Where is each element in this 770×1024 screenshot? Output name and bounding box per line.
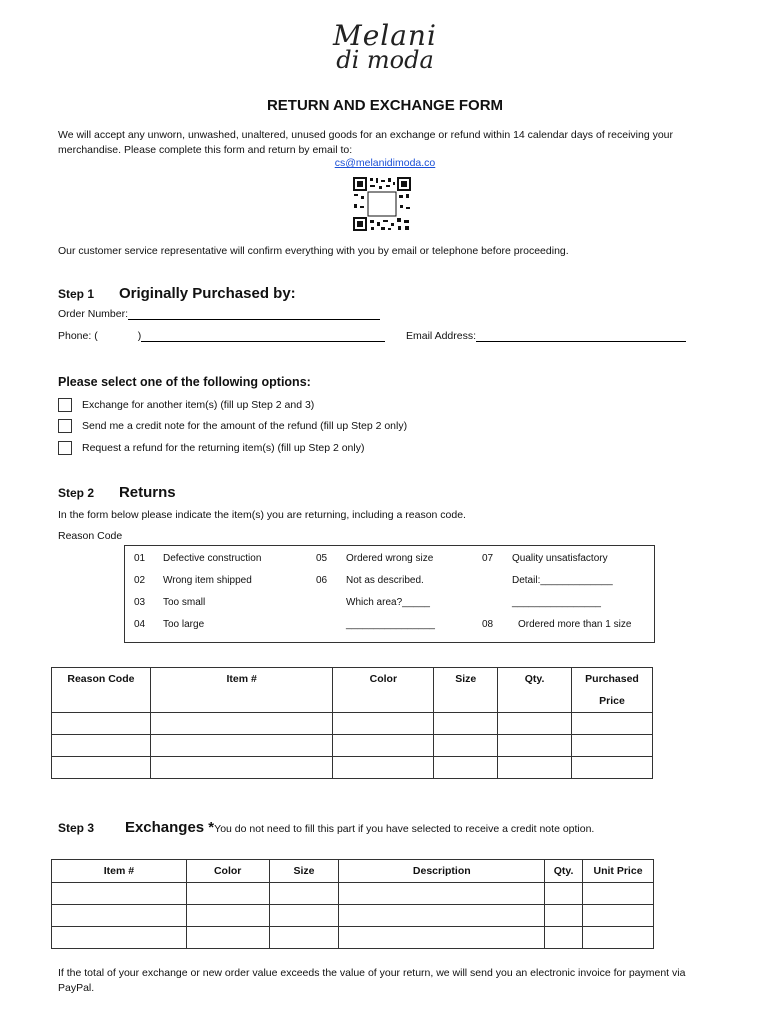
reason-code-desc: Defective construction xyxy=(163,553,262,564)
logo-line-1: Melani xyxy=(333,19,437,52)
exchanges-table xyxy=(51,859,654,949)
col-color: Color xyxy=(333,668,434,713)
email-link-text[interactable]: cs@melanidimoda.co xyxy=(334,157,436,169)
step1-header xyxy=(58,285,296,302)
step3-header xyxy=(58,819,594,836)
col-qty: Qty. xyxy=(498,668,572,713)
reason-code-desc: Which area?_____ xyxy=(346,597,430,608)
email-row xyxy=(406,330,686,342)
intro-text: We will accept any unworn, unwashed, unaltered, unused goods for an exchange or refund within 14 calendar days of receiving your merchandise. Please complete this form and return by email to: xyxy=(58,129,674,156)
table-row[interactable] xyxy=(52,757,653,779)
reason-code-number: 07 xyxy=(482,553,494,564)
col-item-number: Item # xyxy=(52,860,187,883)
col-price-label: Price xyxy=(599,695,625,707)
page-title: RETURN AND EXCHANGE FORM xyxy=(266,97,504,114)
reason-code-number: 02 xyxy=(134,575,146,586)
col-qty: Qty. xyxy=(545,860,583,883)
step3-heading: Exchanges * xyxy=(124,819,215,836)
step2-label: Step 2 xyxy=(58,486,95,500)
table-row[interactable] xyxy=(52,927,654,949)
returns-table xyxy=(51,667,653,779)
phone-field[interactable] xyxy=(141,330,385,342)
col-purchased-label: Purchased xyxy=(585,673,639,685)
logo-line-2: di moda xyxy=(336,46,434,74)
options-heading: Please select one of the following options: xyxy=(58,375,311,389)
reason-code-desc: Wrong item shipped xyxy=(163,575,252,586)
col-unit-price: Unit Price xyxy=(583,860,654,883)
col-size: Size xyxy=(269,860,339,883)
email-address-label: Email Address: xyxy=(406,330,477,342)
step2-header xyxy=(58,484,176,501)
phone-label: Phone: ( xyxy=(58,330,98,342)
option-refund-label: Request a refund for the returning item(s) (fill up Step 2 only) xyxy=(82,442,365,454)
phone-close-paren: ) xyxy=(137,330,142,342)
reason-code-number: 01 xyxy=(134,553,146,564)
step2-instruction: In the form below please indicate the item(s) you are returning, including a reason code. xyxy=(58,509,466,521)
brand-logo xyxy=(300,19,470,80)
table-row[interactable] xyxy=(52,905,654,927)
col-size: Size xyxy=(434,668,498,713)
reason-code-desc: Detail:_____________ xyxy=(512,575,613,586)
reason-code-desc: Ordered wrong size xyxy=(346,553,434,564)
col-purchased-price xyxy=(572,668,653,713)
table-header-row xyxy=(52,860,654,883)
reason-code-legend xyxy=(124,545,655,643)
order-number-label: Order Number: xyxy=(58,308,129,320)
step2-heading: Returns xyxy=(118,484,176,501)
step3-note: You do not need to fill this part if you have selected to receive a credit note option. xyxy=(214,823,595,835)
col-color: Color xyxy=(186,860,269,883)
col-description: Description xyxy=(339,860,545,883)
reason-code-label: Reason Code xyxy=(58,530,123,542)
reason-code-desc: Quality unsatisfactory xyxy=(512,553,608,564)
phone-row xyxy=(58,330,385,342)
option-credit-note-label: Send me a credit note for the amount of the refund (fill up Step 2 only) xyxy=(82,420,408,432)
reason-code-desc: Too small xyxy=(163,597,206,608)
step1-heading: Originally Purchased by: xyxy=(118,285,296,302)
col-item-number: Item # xyxy=(150,668,333,713)
option-credit-note-checkbox[interactable] xyxy=(58,419,72,433)
email-link[interactable] xyxy=(0,157,770,169)
table-header-row xyxy=(52,668,653,713)
reason-code-desc: Not as described. xyxy=(346,575,424,586)
order-number-field[interactable] xyxy=(128,308,380,320)
table-row[interactable] xyxy=(52,883,654,905)
reason-code-desc: ________________ xyxy=(346,619,435,630)
table-row[interactable] xyxy=(52,713,653,735)
reason-code-desc: Too large xyxy=(163,619,205,630)
reason-code-number: 03 xyxy=(134,597,146,608)
option-refund-checkbox[interactable] xyxy=(58,441,72,455)
reason-code-desc: Ordered more than 1 size xyxy=(518,619,632,630)
step1-label: Step 1 xyxy=(58,287,95,301)
option-exchange-label: Exchange for another item(s) (fill up Step 2 and 3) xyxy=(82,399,315,411)
email-address-field[interactable] xyxy=(476,330,686,342)
col-reason-code: Reason Code xyxy=(52,668,151,713)
option-exchange-checkbox[interactable] xyxy=(58,398,72,412)
reason-code-number: 06 xyxy=(316,575,328,586)
confirmation-text: Our customer service representative will confirm everything with you by email or telephone before proceeding. xyxy=(58,245,569,257)
reason-code-number: 05 xyxy=(316,553,328,564)
reason-code-number: 08 xyxy=(482,619,494,630)
reason-code-desc: ________________ xyxy=(512,597,601,608)
reason-code-number: 04 xyxy=(134,619,146,630)
step3-label: Step 3 xyxy=(58,821,95,835)
order-number-row xyxy=(58,308,380,320)
qr-code-icon xyxy=(352,176,412,232)
footer-note: If the total of your exchange or new order value exceeds the value of your return, we will send you an electronic invoice for payment via PayPal. xyxy=(58,967,686,994)
table-row[interactable] xyxy=(52,735,653,757)
